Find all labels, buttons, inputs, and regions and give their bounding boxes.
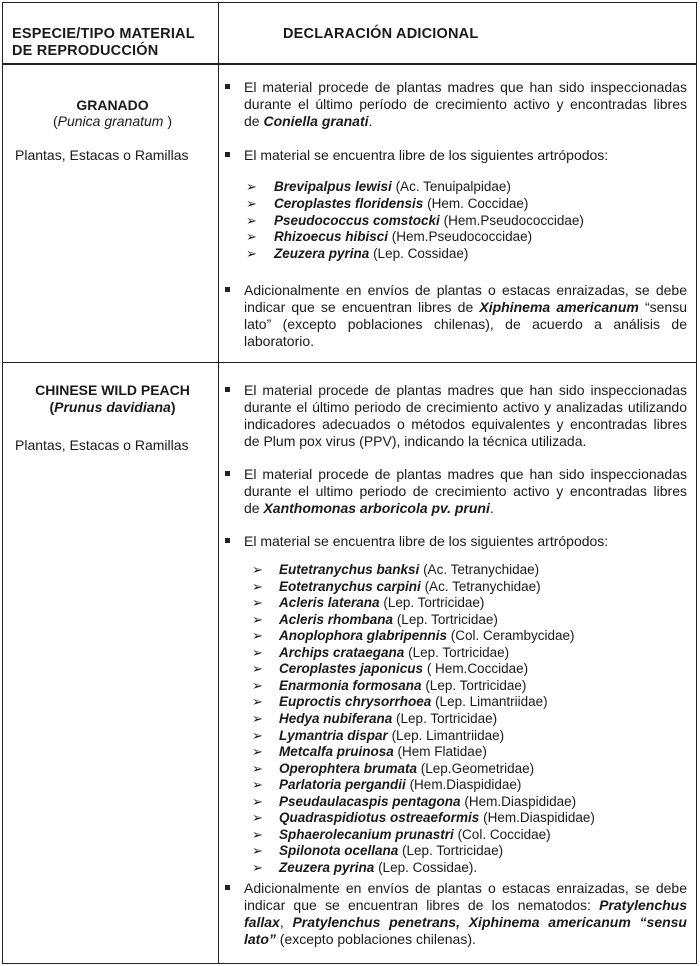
peach-b3: El material se encuentra libre de los siguientes artrópodos: <box>244 533 609 549</box>
arrow-bullet-icon: ➢ <box>252 562 263 577</box>
pest-family: (Ac. Tetranychidae) <box>424 578 541 594</box>
pest-family: ( Hem.Coccidae) <box>426 661 529 677</box>
pest-family: (Lep. Cossidae). <box>378 859 478 875</box>
bullet-icon <box>225 287 230 292</box>
pest-item <box>279 827 551 844</box>
peach-b1-line3: indicadores adecuados o métodos equivalentes y encontradas libres <box>244 416 687 432</box>
granado-b1-line2: durante el último período de crecimiento activo y encontradas libres <box>244 96 687 112</box>
text: indicar que se encuentran libres de los nematodos: <box>244 897 591 913</box>
pest-item <box>279 612 498 629</box>
granado-b3-line2 <box>244 299 687 316</box>
peach-b1-line1: El material procede de plantas madres que han sido inspeccionadas <box>244 382 687 398</box>
pest-family: (Ac. Tetranychidae) <box>423 562 540 577</box>
species-name-peach: CHINESE WILD PEACH <box>35 382 190 398</box>
scientific-name: Prunus davidiana <box>54 399 171 415</box>
paren-open: ( <box>52 113 58 129</box>
granado-b1-line1: El material procede de plantas madres que han sido inspeccionadas <box>244 79 687 95</box>
bullet-icon <box>225 538 230 543</box>
header-col1-line2: DE REPRODUCCIÓN <box>12 43 159 59</box>
pest-item <box>279 761 534 778</box>
peach-b1-line2: durante el último periodo de crecimiento activo y analizadas utilizando <box>244 399 687 415</box>
peach-b4-line3 <box>244 914 687 931</box>
granado-b1-line3 <box>244 113 372 130</box>
table-border-right <box>696 2 697 964</box>
pest-item <box>279 628 575 645</box>
arrow-bullet-icon: ➢ <box>252 628 263 644</box>
pest-family: (Col. Cerambycidae) <box>450 628 575 644</box>
pest-name: Spilonota ocellana <box>279 843 399 859</box>
pest-name: Acleris rhombana <box>279 611 394 627</box>
scientific-name: Punica granatum <box>57 113 164 129</box>
text: de <box>244 113 260 129</box>
peach-b1-line4: de Plum pox virus (PPV), indicando la técnica utilizada. <box>244 433 587 449</box>
pest-name: Euproctis chrysorrhoea <box>279 694 432 710</box>
pest-item <box>279 678 526 695</box>
species-scientific-granado <box>20 113 205 130</box>
pest-name: Enarmonia formosana <box>279 677 422 693</box>
arrow-bullet-icon: ➢ <box>252 727 263 743</box>
pest-name: Pseudococcus comstocki <box>274 212 440 228</box>
material-type-granado: Plantas, Estacas o Ramillas <box>15 147 189 163</box>
pest-family: (Lep. Tortricidae) <box>383 595 485 611</box>
arrow-bullet-icon: ➢ <box>252 843 263 859</box>
pest-item <box>279 777 521 794</box>
pest-item <box>279 595 484 612</box>
pest-item <box>279 744 487 761</box>
text: . <box>489 500 494 516</box>
pest-item <box>279 562 539 579</box>
pathogen-name: Xanthomonas arboricola pv. pruni <box>263 500 490 516</box>
arrow-bullet-icon: ➢ <box>246 179 257 194</box>
arrow-bullet-icon: ➢ <box>246 212 257 228</box>
peach-b2-line1: El material procede de plantas madres que han sido inspeccionadas <box>244 466 687 482</box>
arrow-bullet-icon: ➢ <box>252 677 263 693</box>
pest-item <box>274 246 468 263</box>
table-border-left <box>2 2 3 964</box>
bullet-icon <box>225 84 230 89</box>
pest-name: Hedya nubiferana <box>279 710 393 726</box>
pest-name: Archips crataegana <box>279 644 405 660</box>
pest-item <box>279 810 595 827</box>
header-divider <box>2 63 697 65</box>
pest-family: (Lep. Limantriidae) <box>435 694 548 710</box>
table-column-divider <box>218 2 219 964</box>
arrow-bullet-icon: ➢ <box>252 793 263 809</box>
text: (excepto poblaciones chilenas). <box>279 931 476 947</box>
pest-item <box>279 843 503 860</box>
arrow-bullet-icon: ➢ <box>252 859 263 875</box>
table-border-top <box>2 2 697 3</box>
pest-item <box>274 196 528 213</box>
pest-name: Zeuzera pyrina <box>274 246 370 262</box>
pest-name: Parlatoria pergandii <box>279 777 406 793</box>
bullet-icon <box>225 152 230 157</box>
pest-item <box>279 794 576 811</box>
pest-item <box>279 728 504 745</box>
paren-open: ( <box>49 399 55 415</box>
row-divider <box>2 362 697 363</box>
arrow-bullet-icon: ➢ <box>252 810 263 826</box>
pest-name: Pseudaulacaspis pentagona <box>279 793 461 809</box>
pest-name: Lymantria dispar <box>279 727 388 743</box>
arrow-bullet-icon: ➢ <box>246 195 257 211</box>
granado-b2: El material se encuentra libre de los siguientes artrópodos: <box>244 147 609 163</box>
pest-item <box>274 213 584 230</box>
nematode-name: Xiphinema americanum <box>479 299 639 315</box>
nematode-name: lato” <box>244 931 276 947</box>
arrow-bullet-icon: ➢ <box>252 644 263 660</box>
arrow-bullet-icon: ➢ <box>252 661 263 677</box>
granado-b3-line3: lato” (excepto poblaciones chilenas), de acuerdo a análisis de <box>244 316 687 332</box>
pest-family: (Hem Flatidae) <box>397 744 487 760</box>
header-col1-line1: ESPECIE/TIPO MATERIAL <box>12 26 195 42</box>
text: de <box>244 500 260 516</box>
granado-b3-line1: Adicionalmente en envíos de plantas o estacas enraizadas, se debe <box>244 282 687 298</box>
peach-b2-line3 <box>244 500 494 517</box>
pest-family: (Lep. Tortricidae) <box>396 611 498 627</box>
pest-item <box>279 711 497 728</box>
text: “sensu <box>644 299 688 315</box>
peach-b2-line2: durante el ultimo periodo de crecimiento activo y encontradas libres <box>244 483 687 499</box>
pest-family: (Hem.Pseudococcidae) <box>391 229 533 245</box>
pathogen-name: Coniella granati <box>263 113 369 129</box>
pest-family: (Hem. Coccidae) <box>427 195 529 211</box>
pest-name: Acleris laterana <box>279 595 380 611</box>
material-type-peach: Plantas, Estacas o Ramillas <box>15 437 189 453</box>
species-scientific-peach <box>15 399 210 416</box>
pest-name: Zeuzera pyrina <box>279 859 375 875</box>
pest-name: Operophtera brumata <box>279 760 418 776</box>
pest-family: (Lep. Tortricidae) <box>425 677 527 693</box>
granado-b3-line4: laboratorio. <box>244 333 315 349</box>
peach-b4-line1: Adicionalmente en envíos de plantas o estacas enraizadas, se debe <box>244 880 687 896</box>
arrow-bullet-icon: ➢ <box>252 826 263 842</box>
table-border-bottom <box>2 963 697 964</box>
arrow-bullet-icon: ➢ <box>252 744 263 760</box>
bullet-icon <box>225 387 230 392</box>
pest-name: Eotetranychus carpini <box>279 578 421 594</box>
arrow-bullet-icon: ➢ <box>246 229 257 245</box>
bullet-icon <box>225 885 230 890</box>
bullet-icon <box>225 471 230 476</box>
text: . <box>368 113 373 129</box>
nematode-name: fallax <box>244 914 280 930</box>
arrow-bullet-icon: ➢ <box>252 578 263 594</box>
pest-family: (Lep. Tortricidae) <box>402 843 504 859</box>
pest-family: (Hem.Diaspididae) <box>464 793 577 809</box>
pest-name: Brevipalpus lewisi <box>274 179 392 194</box>
pest-family: (Lep.Geometridae) <box>420 760 535 776</box>
pest-name: Sphaerolecanium prunastri <box>279 826 454 842</box>
pest-item <box>274 229 532 246</box>
pest-family: (Ac. Tenuipalpidae) <box>395 179 511 194</box>
pest-item <box>279 860 477 877</box>
species-name-granado: GRANADO <box>76 97 149 113</box>
pest-family: (Lep. Tortricidae) <box>396 710 498 726</box>
pest-name: Ceroplastes japonicus <box>279 661 424 677</box>
text: , <box>279 914 284 930</box>
pest-item <box>279 645 509 662</box>
arrow-bullet-icon: ➢ <box>252 777 263 793</box>
pest-item <box>279 579 541 596</box>
pest-family: (Lep. Tortricidae) <box>408 644 510 660</box>
nematode-name: Pratylenchus <box>599 897 688 913</box>
pest-family: (Lep. Cossidae) <box>373 246 469 262</box>
pest-item <box>279 694 548 711</box>
pest-item <box>274 179 511 196</box>
peach-b4-line2 <box>244 897 687 914</box>
arrow-bullet-icon: ➢ <box>252 694 263 710</box>
pest-name: Rhizoecus hibisci <box>274 229 389 245</box>
paren-close: ) <box>170 399 176 415</box>
arrow-bullet-icon: ➢ <box>252 760 263 776</box>
peach-b4-line4 <box>244 931 476 948</box>
arrow-bullet-icon: ➢ <box>246 246 257 262</box>
paren-close: ) <box>167 113 173 129</box>
pest-item <box>279 661 528 678</box>
nematode-name: Pratylenchus penetrans, Xiphinema americanum “sensu <box>292 914 687 930</box>
pest-family: (Hem.Diaspididae) <box>409 777 522 793</box>
arrow-bullet-icon: ➢ <box>252 611 263 627</box>
pest-name: Quadraspidiotus ostreaeformis <box>279 810 480 826</box>
text: indicar que se encuentran libres de <box>244 299 474 315</box>
pest-family: (Col. Coccidae) <box>457 826 551 842</box>
pest-name: Anoplophora glabripennis <box>279 628 447 644</box>
arrow-bullet-icon: ➢ <box>252 595 263 611</box>
header-col2: DECLARACIÓN ADICIONAL <box>283 26 479 42</box>
pest-name: Metcalfa pruinosa <box>279 744 394 760</box>
pest-family: (Hem.Diaspididae) <box>483 810 595 826</box>
arrow-bullet-icon: ➢ <box>252 710 263 726</box>
pest-name: Eutetranychus banksi <box>279 562 420 577</box>
pest-name: Ceroplastes floridensis <box>274 195 424 211</box>
pest-family: (Lep. Limantriidae) <box>391 727 505 743</box>
pest-family: (Hem.Pseudococcidae) <box>443 212 584 228</box>
